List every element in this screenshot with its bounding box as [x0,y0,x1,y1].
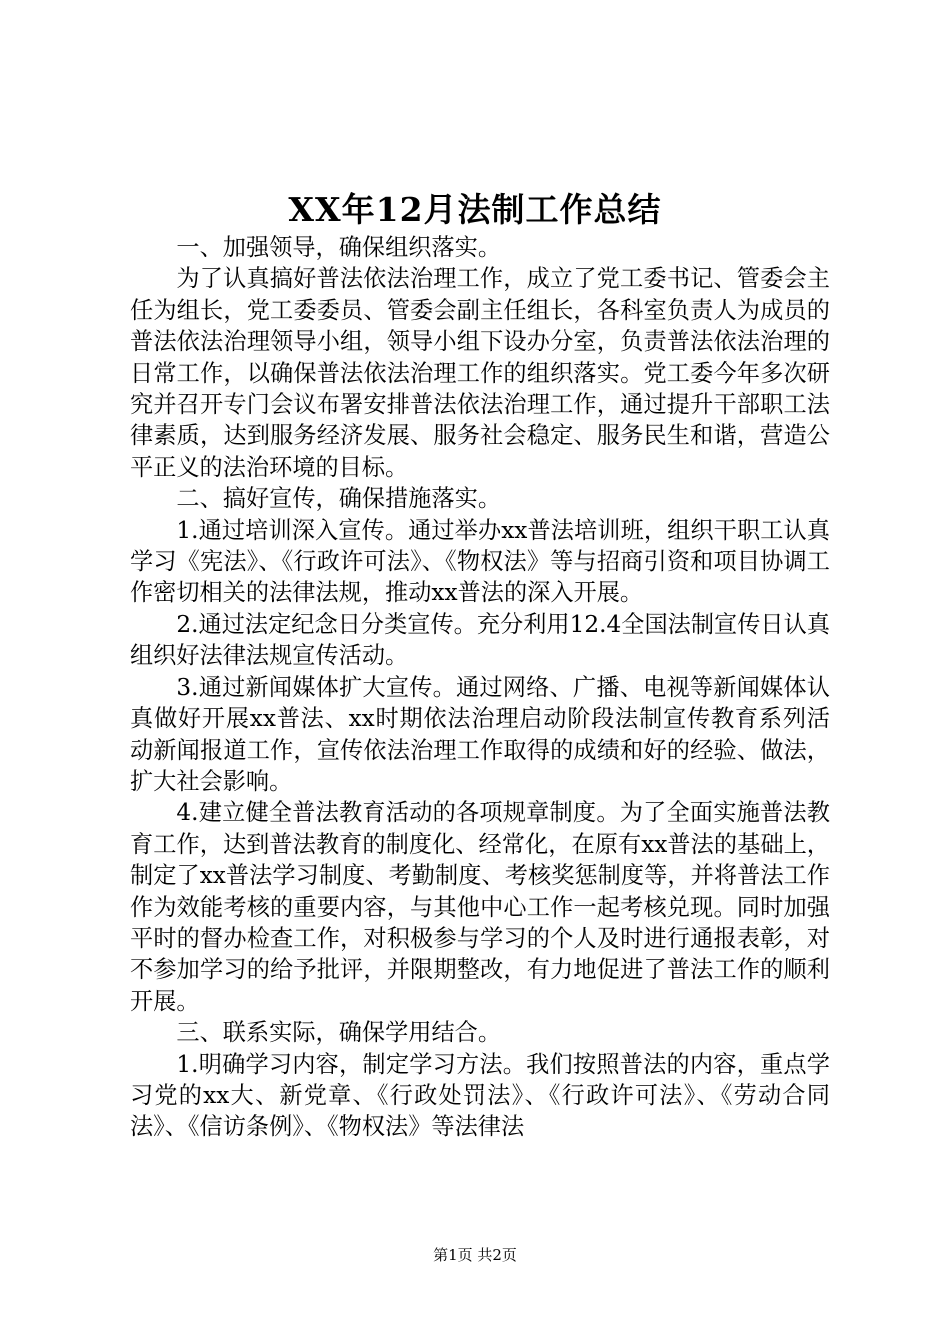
paragraph: 2.通过法定纪念日分类宣传。充分利用12.4全国法制宣传日认真组织好法律法规宣传活动。 [130,610,830,670]
section-heading-3: 三、联系实际，确保学用结合。 [176,1019,502,1047]
document-title: XX年12月法制工作总结 [288,190,662,229]
page-footer: 第1页 共2页 [433,1246,517,1264]
paragraph: 3.通过新闻媒体扩大宣传。通过网络、广播、电视等新闻媒体认真做好开展xx普法、xx时期依法治理启动阶段法制宣传教育系列活动新闻报道工作，宣传依法治理工作取得的成绩和好的经验、做法，扩大社会影响。 [130,673,830,795]
document-body [130,232,830,1192]
paragraph: 4.建立健全普法教育活动的各项规章制度。为了全面实施普法教育工作，达到普法教育的制度化、经常化，在原有xx普法的基础上，制定了xx普法学习制度、考勤制度、考核奖惩制度等，并将普法工作作为效能考核的重要内容，与其他中心工作一起考核兑现。同时加强平时的督办检查工作，对积极参与学习的个人及时进行通报表彰，对不参加学习的给予批评，并限期整改，有力地促进了普法工作的顺利开展。 [130,799,830,1015]
section-heading-2: 二、搞好宣传，确保措施落实。 [176,485,502,513]
paragraph: 1.明确学习内容，制定学习方法。我们按照普法的内容，重点学习党的xx大、新党章、《行政处罚法》、《行政许可法》、《劳动合同法》、《信访条例》、《物权法》等法律法 [130,1050,830,1141]
paragraph: 1.通过培训深入宣传。通过举办xx普法培训班，组织干职工认真学习《宪法》、《行政许可法》、《物权法》等与招商引资和项目协调工作密切相关的法律法规，推动xx普法的深入开展。 [130,516,830,607]
paragraph: 为了认真搞好普法依法治理工作，成立了党工委书记、管委会主任为组长，党工委委员、管委会副主任组长，各科室负责人为成员的普法依法治理领导小组，领导小组下设办分室，负责普法依法治理的日常工作，以确保普法依法治理工作的组织落实。党工委今年多次研究并召开专门会议布署安排普法依法治理工作，通过提升干部职工法律素质，达到服务经济发展、服务社会稳定、服务民生和谐，营造公平正义的法治环境的目标。 [130,265,830,481]
section-heading-1: 一、加强领导，确保组织落实。 [176,234,502,261]
